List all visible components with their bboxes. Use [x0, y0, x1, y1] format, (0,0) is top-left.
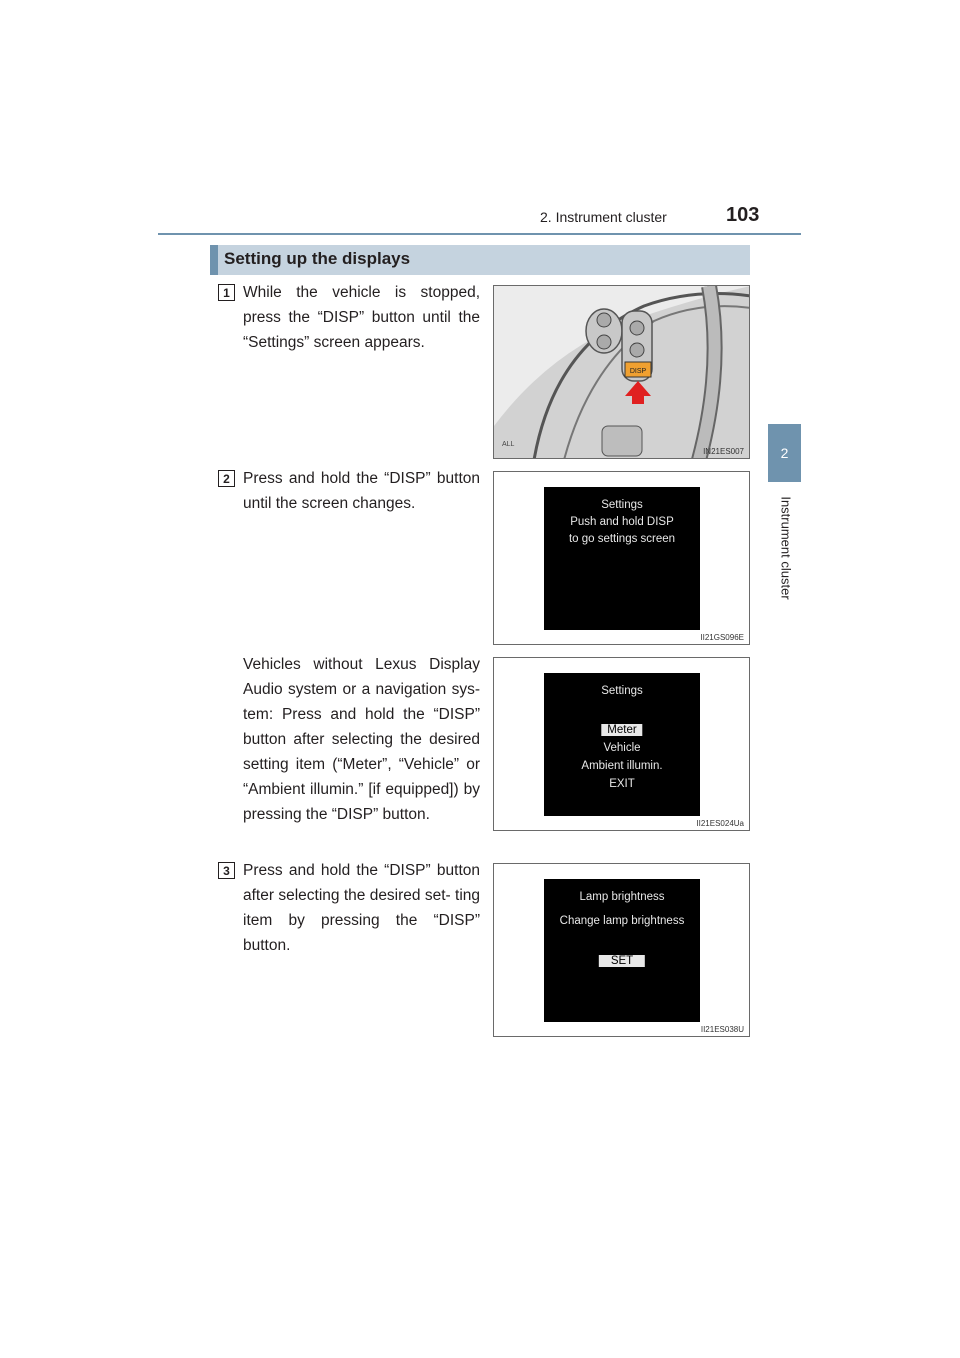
display-screen	[544, 487, 700, 630]
page-number: 103	[726, 204, 760, 226]
steering-wheel-figure	[493, 285, 750, 459]
screen-title: Settings	[601, 685, 643, 697]
display-screen	[544, 879, 700, 1022]
figure-code: II21ES024Ua	[696, 819, 744, 828]
menu-item-ambient: Ambient illumin.	[581, 760, 663, 772]
screen-line-2: Push and hold DISP	[570, 516, 674, 528]
step-1-number: 1	[218, 284, 235, 301]
menu-item-meter: Meter	[601, 724, 642, 736]
disp-button-label: DISP	[629, 368, 647, 375]
screen-subtitle: Change lamp brightness	[559, 915, 685, 927]
menu-item-vehicle: Vehicle	[603, 742, 641, 754]
set-button: SET	[599, 955, 645, 967]
display-screen	[544, 673, 700, 816]
running-header: 2. Instrument cluster	[540, 209, 667, 225]
screen-title: Lamp brightness	[579, 891, 665, 903]
svg-text:ALL: ALL	[502, 441, 515, 448]
step-3-text: Press and hold the “DISP” button after selecting the desired set- ting item by pressing the “DISP” button.	[243, 862, 480, 954]
settings-menu-figure	[493, 657, 750, 831]
screen-line-1: Settings	[601, 499, 643, 511]
figure-code: II21ES038U	[700, 1025, 744, 1034]
note-text: Vehicles without Lexus Display Audio system or a navigation sys- tem: Press and hold the “DISP” button after selecting the desired setting item (“Meter”, “Vehicle” or “Ambient illumin.” [if equipped]) by pressing the “DISP” button.	[243, 656, 480, 823]
step-2-text: Press and hold the “DISP” button until the screen changes.	[243, 470, 480, 512]
screen-line-3: to go settings screen	[568, 533, 676, 545]
chapter-tab: 2	[768, 424, 801, 482]
figure-code: IN21ES007	[703, 447, 744, 456]
step-2-number: 2	[218, 470, 235, 487]
step-3-number: 3	[218, 862, 235, 879]
steering-wheel-illustration	[494, 286, 750, 459]
header-rule	[158, 233, 801, 235]
step-1-text: While the vehicle is stopped, press the “DISP” button until the “Settings” screen appears.	[243, 284, 480, 351]
section-title: Setting up the displays	[224, 249, 411, 268]
menu-item-exit: EXIT	[609, 778, 635, 790]
settings-prompt-figure	[493, 471, 750, 645]
chapter-label: Instrument cluster	[778, 496, 794, 600]
lamp-brightness-figure	[493, 863, 750, 1037]
figure-code: II21GS096E	[700, 633, 744, 642]
section-heading	[210, 245, 750, 275]
